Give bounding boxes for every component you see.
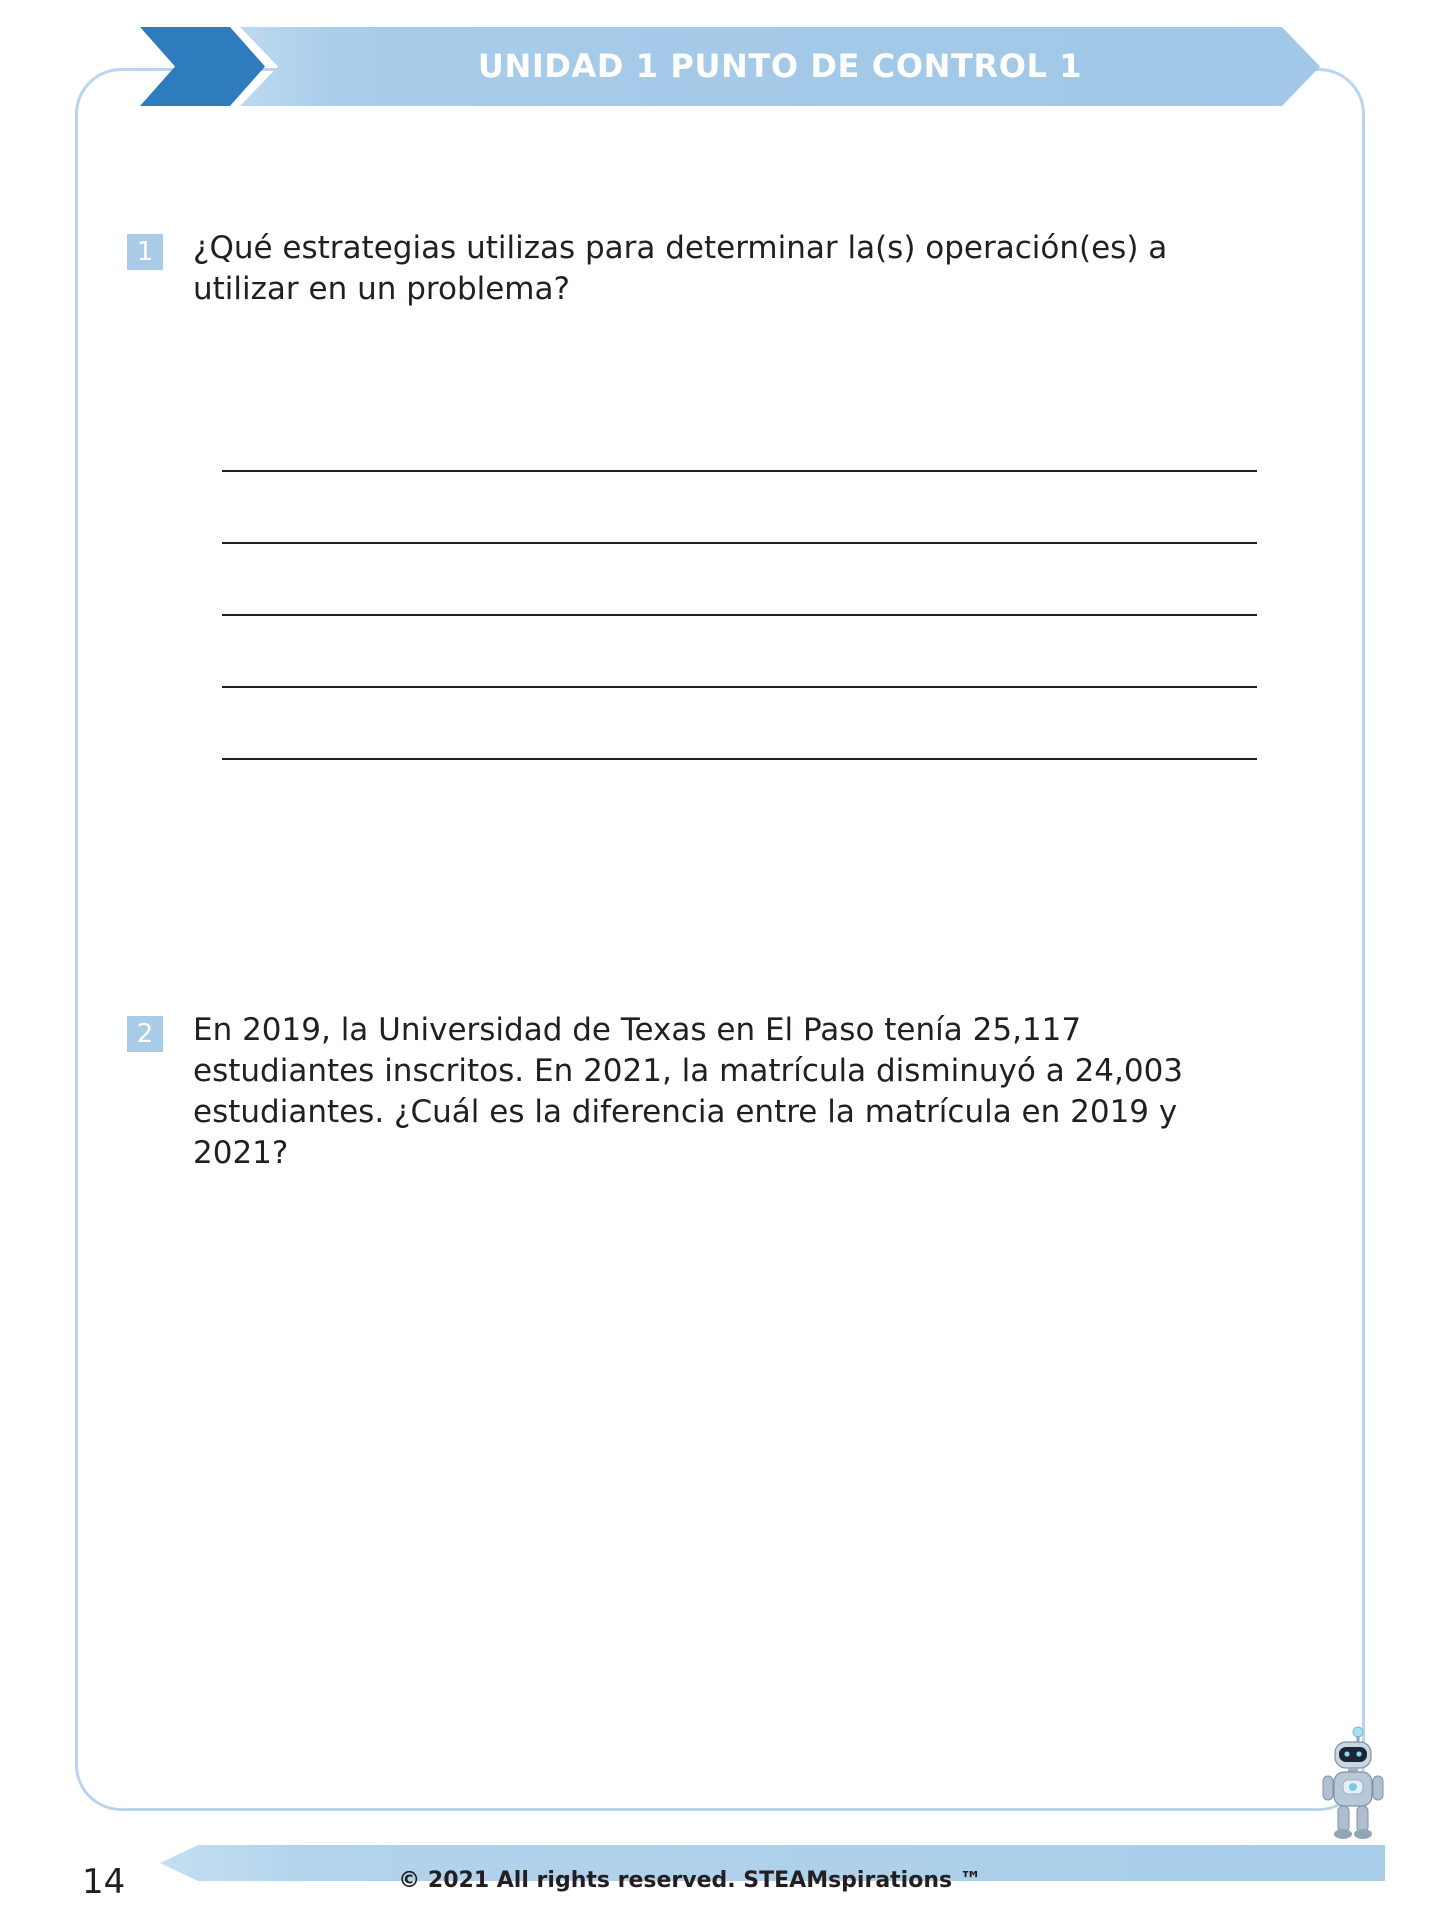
answer-line[interactable] (222, 544, 1257, 616)
footer-copyright: © 2021 All rights reserved. STEAMspirations ™ (398, 1868, 982, 1893)
page-header (140, 27, 1320, 106)
question-item-2 (127, 1010, 1257, 1174)
question-text: ¿Qué estrategias utilizas para determinar la(s) operación(es) a utilizar en un problema? (193, 230, 1168, 307)
question-text: En 2019, la Universidad de Texas en El Paso tenía 25,117 estudiantes inscritos. En 2021, la matrícula disminuyó a 24,003 estudiantes. ¿Cuál es la diferencia entre la matrícula en 2019 y 2021? (193, 1012, 1184, 1171)
question-item-1 (127, 228, 1247, 310)
page-border (75, 68, 1365, 1811)
answer-line[interactable] (222, 472, 1257, 544)
answer-line[interactable] (222, 616, 1257, 688)
question-number-badge: 2 (127, 1016, 163, 1052)
page-title: UNIDAD 1 PUNTO DE CONTROL 1 (477, 47, 1083, 85)
answer-line[interactable] (222, 688, 1257, 760)
question-number-badge: 1 (127, 234, 163, 270)
page-number: 14 (82, 1862, 126, 1902)
robot-mascot-icon (1318, 1726, 1386, 1841)
answer-line[interactable] (222, 400, 1257, 472)
answer-lines-group[interactable] (222, 400, 1257, 760)
